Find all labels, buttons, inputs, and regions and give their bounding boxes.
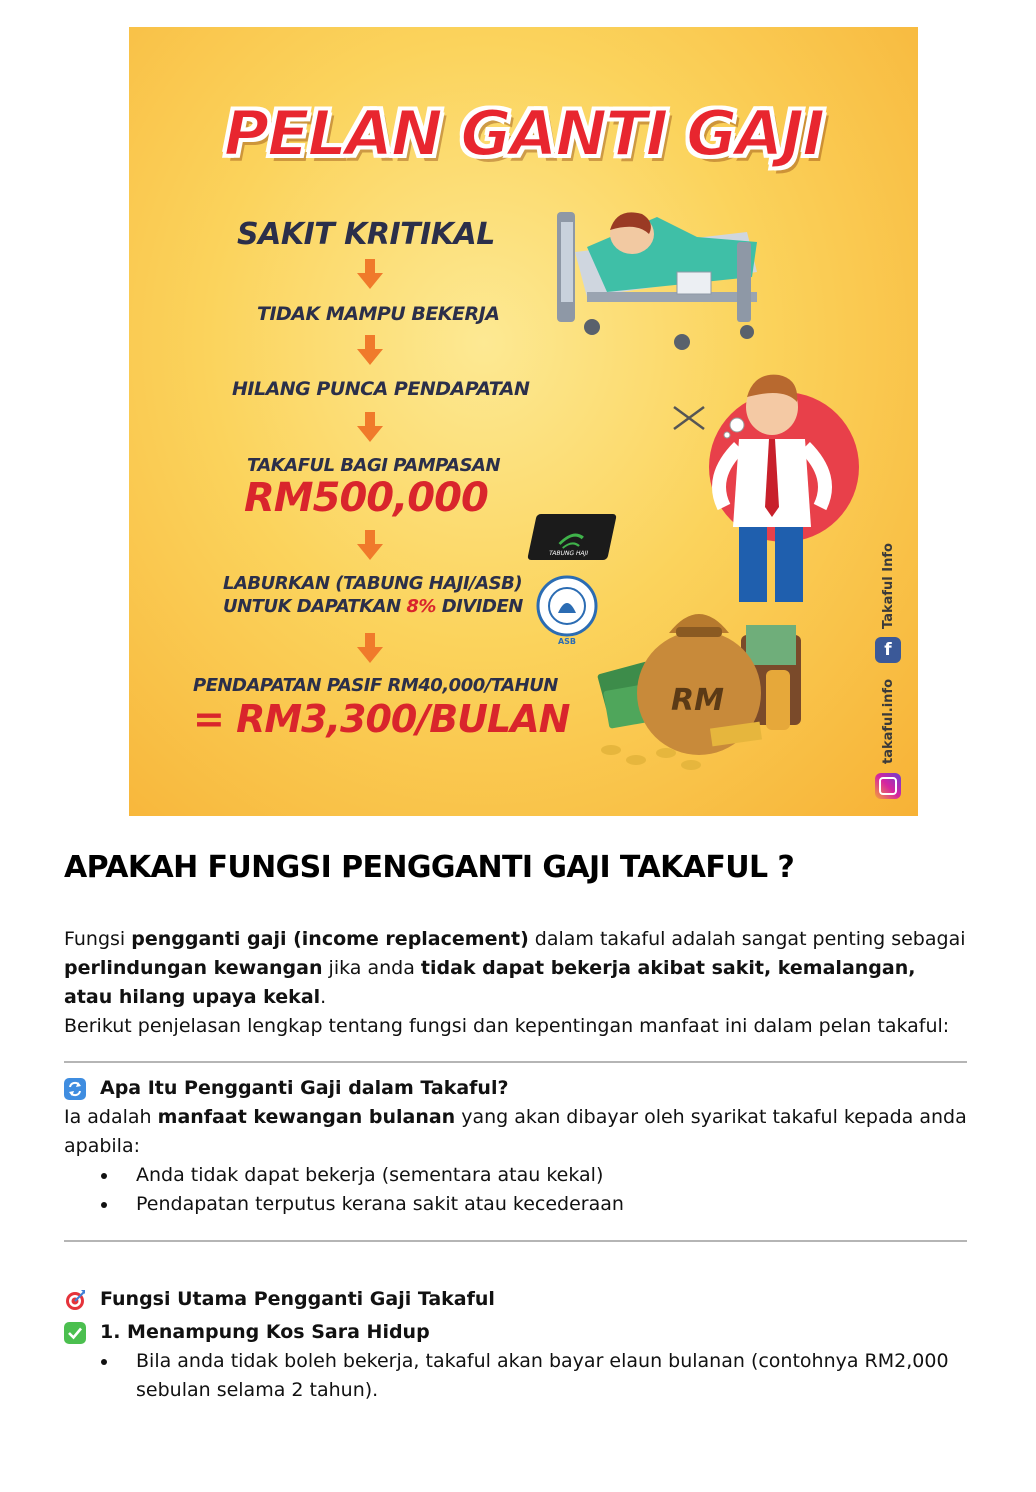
body-text: yang akan dibayar oleh syarikat takaful kepada anda apabila:	[64, 1106, 967, 1157]
flow-step-lost-income: HILANG PUNCA PENDAPATAN	[232, 378, 530, 400]
facebook-icon: f	[875, 637, 901, 663]
check-icon	[64, 1322, 86, 1344]
list-item: Anda tidak dapat bekerja (sementara atau kekal)	[64, 1161, 968, 1190]
divider	[64, 1061, 967, 1063]
tabung-haji-emblem-icon	[554, 528, 589, 550]
hospital-bed-illustration	[547, 192, 767, 357]
intro-p2: Berikut penjelasan lengkap tentang fungsi dan kepentingan manfaat ini dalam pelan takaful:	[64, 1015, 950, 1037]
invest-line-2-post: DIVIDEN	[435, 596, 523, 617]
passive-income-line: PENDAPATAN PASIF RM40,000/TAHUN	[193, 675, 558, 696]
intro-text: jika anda	[322, 957, 421, 979]
worried-worker-illustration	[669, 357, 869, 607]
subsection1-bullet-list	[64, 1347, 968, 1405]
dividend-percent: 8%	[406, 596, 436, 617]
target-icon	[64, 1289, 86, 1311]
instagram-icon	[875, 773, 901, 799]
flow-step-critical-illness: SAKIT KRITIKAL	[237, 217, 495, 252]
section-title-what-is	[64, 1074, 508, 1103]
tabung-haji-label: TABUNG HAJI	[548, 550, 589, 557]
arrow-down-icon	[357, 412, 383, 442]
tabung-haji-logo	[527, 514, 617, 560]
invest-line-1: LABURKAN (TABUNG HAJI/ASB)	[223, 573, 523, 594]
money-bag-illustration	[581, 575, 821, 775]
section-title-text: Apa Itu Pengganti Gaji dalam Takaful?	[100, 1077, 509, 1099]
section1-bullet-list	[64, 1161, 968, 1219]
invest-line-2	[223, 596, 523, 617]
intro-bold-income-replacement: pengganti gaji (income replacement)	[131, 928, 529, 950]
subsection-title-living-costs	[64, 1318, 430, 1347]
section-title-main-functions	[64, 1285, 495, 1314]
repeat-icon	[64, 1078, 86, 1100]
arrow-down-icon	[357, 335, 383, 365]
flow-step-cannot-work: TIDAK MAMPU BEKERJA	[257, 303, 500, 325]
intro-bold-conditions: tidak dapat bekerja akibat sakit, kemalangan, atau hilang upaya kekal	[64, 957, 916, 1008]
side-brand-website: takaful.info	[881, 678, 896, 764]
flow-step-takaful-compensation: TAKAFUL BAGI PAMPASAN	[247, 455, 501, 476]
compensation-amount: RM500,000	[244, 475, 488, 521]
intro-text: Fungsi	[64, 928, 132, 950]
side-brand-facebook: Takaful Info	[881, 543, 896, 629]
section1-body	[64, 1103, 968, 1219]
page-title: APAKAH FUNGSI PENGGANTI GAJI TAKAFUL ?	[64, 850, 795, 885]
list-item: Bila anda tidak boleh bekerja, takaful akan bayar elaun bulanan (contohnya RM2,000 sebulan selama 2 tahun).	[64, 1347, 968, 1405]
section1-paragraph	[64, 1103, 968, 1161]
divider	[64, 1240, 967, 1242]
intro-text: dalam takaful adalah sangat penting sebagai	[528, 928, 966, 950]
intro-text: .	[320, 986, 327, 1008]
poster-title: PELAN GANTI GAJI	[223, 97, 824, 170]
subsection1-body	[64, 1347, 968, 1405]
arrow-down-icon	[357, 259, 383, 289]
body-text: Ia adalah	[64, 1106, 158, 1128]
invest-line-2-pre: UNTUK DAPATKAN	[223, 596, 407, 617]
subsection-title-text: 1. Menampung Kos Sara Hidup	[100, 1321, 430, 1343]
monthly-result: = RM3,300/BULAN	[193, 697, 570, 741]
intro-bold-financial-protection: perlindungan kewangan	[64, 957, 323, 979]
money-bag-label: RM	[671, 683, 724, 718]
arrow-down-icon	[357, 633, 383, 663]
intro-paragraph	[64, 925, 968, 1041]
body-bold-monthly-benefit: manfaat kewangan bulanan	[157, 1106, 456, 1128]
intro-p1	[64, 925, 968, 1012]
arrow-down-icon	[357, 530, 383, 560]
section-title-text: Fungsi Utama Pengganti Gaji Takaful	[100, 1288, 495, 1310]
asb-label: ASB	[557, 637, 577, 646]
list-item: Pendapatan terputus kerana sakit atau kecederaan	[64, 1190, 968, 1219]
poster-image	[129, 27, 918, 816]
